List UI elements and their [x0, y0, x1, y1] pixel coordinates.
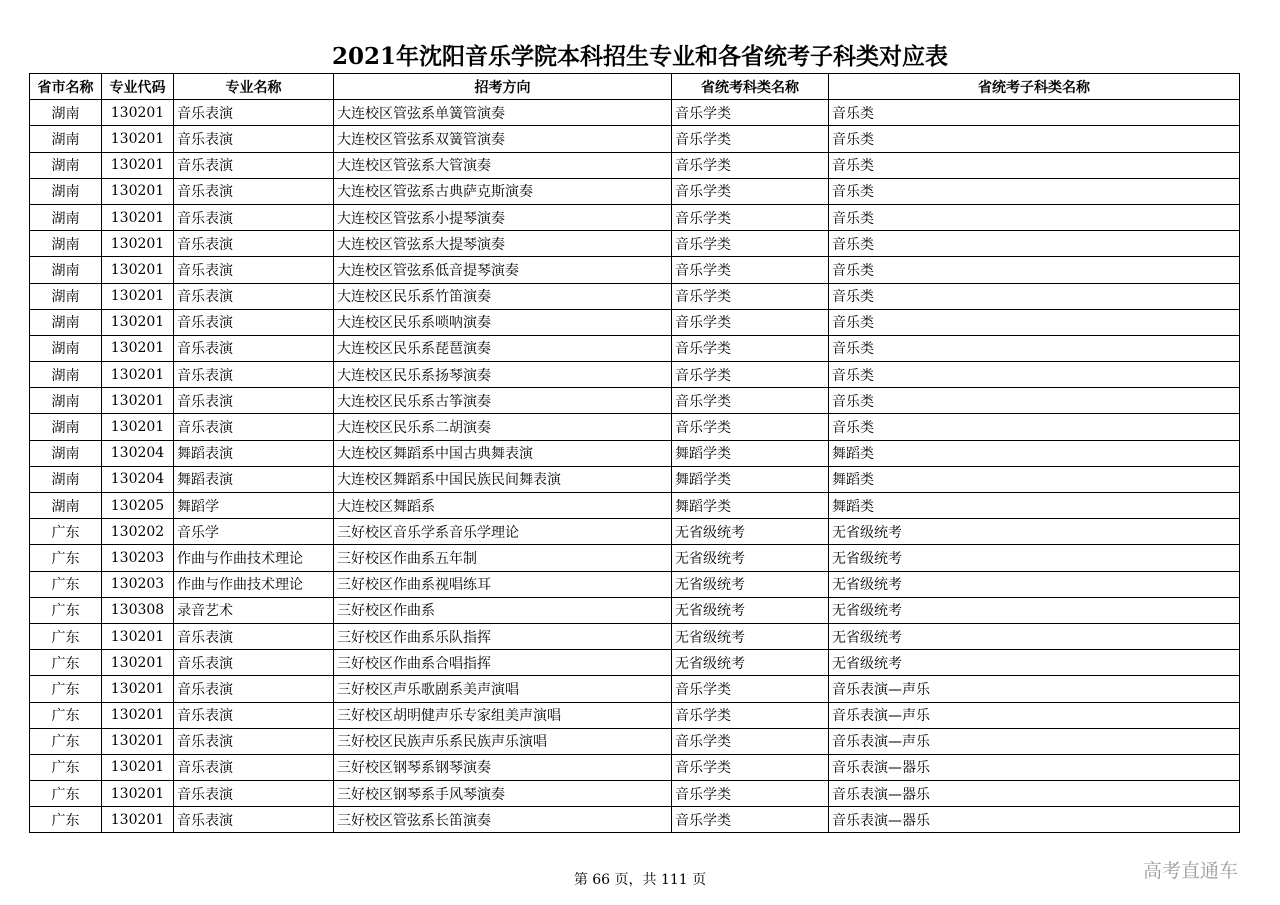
- cell-major-code: 130201: [102, 283, 174, 309]
- cell-exam-category: 音乐学类: [672, 178, 829, 204]
- cell-major-code: 130202: [102, 519, 174, 545]
- cell-direction: 大连校区民乐系二胡演奏: [334, 414, 672, 440]
- table-row: [30, 650, 1240, 676]
- cell-direction: 大连校区民乐系唢呐演奏: [334, 309, 672, 335]
- table-row: [30, 257, 1240, 283]
- cell-exam-subcategory: 音乐类: [829, 414, 1240, 440]
- cell-direction: 大连校区管弦系大提琴演奏: [334, 231, 672, 257]
- cell-province: 广东: [30, 623, 102, 649]
- cell-exam-subcategory: 音乐表演—器乐: [829, 781, 1240, 807]
- cell-major-code: 130201: [102, 152, 174, 178]
- cell-major-code: 130203: [102, 571, 174, 597]
- cell-exam-subcategory: 音乐类: [829, 152, 1240, 178]
- cell-province: 湖南: [30, 100, 102, 126]
- cell-exam-subcategory: 音乐类: [829, 204, 1240, 230]
- cell-major-name: 音乐表演: [174, 388, 334, 414]
- table-header-row: [30, 74, 1240, 100]
- cell-major-name: 音乐表演: [174, 152, 334, 178]
- cell-major-name: 音乐表演: [174, 362, 334, 388]
- table-row: [30, 519, 1240, 545]
- cell-major-name: 舞蹈学: [174, 493, 334, 519]
- cell-exam-category: 舞蹈学类: [672, 493, 829, 519]
- cell-province: 广东: [30, 676, 102, 702]
- cell-province: 广东: [30, 597, 102, 623]
- cell-province: 湖南: [30, 126, 102, 152]
- cell-province: 湖南: [30, 152, 102, 178]
- cell-exam-category: 音乐学类: [672, 283, 829, 309]
- cell-major-code: 130201: [102, 204, 174, 230]
- cell-exam-category: 音乐学类: [672, 702, 829, 728]
- page-footer: 第 66 页，共 111 页: [573, 872, 707, 888]
- cell-major-name: 音乐表演: [174, 257, 334, 283]
- cell-major-name: 音乐表演: [174, 807, 334, 833]
- cell-direction: 三好校区作曲系: [334, 597, 672, 623]
- cell-exam-category: 无省级统考: [672, 597, 829, 623]
- cell-major-name: 音乐表演: [174, 676, 334, 702]
- header-province: 省市名称: [30, 74, 102, 100]
- table-row: [30, 466, 1240, 492]
- cell-province: 广东: [30, 519, 102, 545]
- page-title: 2021年沈阳音乐学院本科招生专业和各省统考子科类对应表: [331, 43, 948, 70]
- cell-major-code: 130201: [102, 100, 174, 126]
- cell-exam-category: 音乐学类: [672, 728, 829, 754]
- cell-direction: 大连校区舞蹈系: [334, 493, 672, 519]
- cell-major-name: 音乐表演: [174, 754, 334, 780]
- cell-major-code: 130201: [102, 257, 174, 283]
- cell-province: 湖南: [30, 440, 102, 466]
- cell-exam-category: 音乐学类: [672, 231, 829, 257]
- cell-major-name: 音乐表演: [174, 702, 334, 728]
- cell-exam-category: 无省级统考: [672, 545, 829, 571]
- cell-exam-subcategory: 音乐表演—声乐: [829, 676, 1240, 702]
- table-row: [30, 807, 1240, 833]
- cell-province: 湖南: [30, 388, 102, 414]
- cell-exam-subcategory: 舞蹈类: [829, 466, 1240, 492]
- table-row: [30, 493, 1240, 519]
- cell-province: 湖南: [30, 335, 102, 361]
- cell-major-name: 音乐表演: [174, 126, 334, 152]
- cell-exam-category: 音乐学类: [672, 781, 829, 807]
- cell-major-name: 作曲与作曲技术理论: [174, 571, 334, 597]
- cell-exam-subcategory: 舞蹈类: [829, 493, 1240, 519]
- cell-exam-category: 音乐学类: [672, 152, 829, 178]
- cell-direction: 三好校区音乐学系音乐学理论: [334, 519, 672, 545]
- cell-major-name: 音乐表演: [174, 309, 334, 335]
- cell-direction: 大连校区民乐系琵琶演奏: [334, 335, 672, 361]
- table-row: [30, 623, 1240, 649]
- cell-major-name: 舞蹈表演: [174, 440, 334, 466]
- cell-exam-category: 音乐学类: [672, 309, 829, 335]
- cell-exam-subcategory: 音乐类: [829, 283, 1240, 309]
- cell-exam-category: 无省级统考: [672, 519, 829, 545]
- cell-exam-category: 音乐学类: [672, 414, 829, 440]
- cell-direction: 三好校区作曲系视唱练耳: [334, 571, 672, 597]
- cell-exam-subcategory: 无省级统考: [829, 650, 1240, 676]
- cell-direction: 大连校区舞蹈系中国古典舞表演: [334, 440, 672, 466]
- cell-exam-subcategory: 音乐类: [829, 309, 1240, 335]
- cell-direction: 大连校区管弦系低音提琴演奏: [334, 257, 672, 283]
- cell-exam-category: 舞蹈学类: [672, 440, 829, 466]
- cell-province: 广东: [30, 571, 102, 597]
- cell-exam-category: 音乐学类: [672, 754, 829, 780]
- cell-direction: 三好校区管弦系长笛演奏: [334, 807, 672, 833]
- cell-province: 广东: [30, 807, 102, 833]
- header-exam-category: 省统考科类名称: [672, 74, 829, 100]
- table-body: [30, 100, 1240, 833]
- cell-exam-subcategory: 无省级统考: [829, 623, 1240, 649]
- table-row: [30, 571, 1240, 597]
- cell-major-code: 130201: [102, 178, 174, 204]
- cell-major-name: 音乐表演: [174, 100, 334, 126]
- table-row: [30, 100, 1240, 126]
- cell-direction: 三好校区钢琴系钢琴演奏: [334, 754, 672, 780]
- cell-province: 广东: [30, 728, 102, 754]
- cell-direction: 大连校区管弦系大管演奏: [334, 152, 672, 178]
- cell-direction: 三好校区声乐歌剧系美声演唱: [334, 676, 672, 702]
- cell-exam-category: 音乐学类: [672, 126, 829, 152]
- cell-major-code: 130201: [102, 728, 174, 754]
- header-direction: 招考方向: [334, 74, 672, 100]
- cell-major-code: 130201: [102, 335, 174, 361]
- cell-exam-subcategory: 音乐类: [829, 231, 1240, 257]
- cell-province: 湖南: [30, 204, 102, 230]
- table-row: [30, 204, 1240, 230]
- cell-exam-subcategory: 音乐类: [829, 257, 1240, 283]
- cell-exam-subcategory: 音乐类: [829, 178, 1240, 204]
- cell-province: 湖南: [30, 414, 102, 440]
- table-row: [30, 702, 1240, 728]
- cell-province: 湖南: [30, 178, 102, 204]
- cell-province: 湖南: [30, 466, 102, 492]
- cell-province: 湖南: [30, 493, 102, 519]
- cell-exam-category: 音乐学类: [672, 362, 829, 388]
- cell-exam-category: 音乐学类: [672, 204, 829, 230]
- cell-exam-subcategory: 音乐表演—声乐: [829, 702, 1240, 728]
- cell-exam-category: 音乐学类: [672, 388, 829, 414]
- cell-exam-subcategory: 音乐类: [829, 388, 1240, 414]
- cell-direction: 三好校区胡明健声乐专家组美声演唱: [334, 702, 672, 728]
- cell-exam-category: 音乐学类: [672, 335, 829, 361]
- cell-major-code: 130201: [102, 362, 174, 388]
- cell-direction: 三好校区作曲系乐队指挥: [334, 623, 672, 649]
- header-major-code: 专业代码: [102, 74, 174, 100]
- cell-direction: 三好校区民族声乐系民族声乐演唱: [334, 728, 672, 754]
- cell-exam-category: 音乐学类: [672, 257, 829, 283]
- cell-exam-category: 音乐学类: [672, 807, 829, 833]
- cell-direction: 大连校区民乐系古筝演奏: [334, 388, 672, 414]
- cell-major-code: 130201: [102, 623, 174, 649]
- cell-province: 湖南: [30, 309, 102, 335]
- table-row: [30, 440, 1240, 466]
- table-row: [30, 676, 1240, 702]
- cell-province: 湖南: [30, 231, 102, 257]
- table-row: [30, 597, 1240, 623]
- cell-major-code: 130201: [102, 676, 174, 702]
- table-row: [30, 231, 1240, 257]
- cell-major-code: 130201: [102, 231, 174, 257]
- cell-exam-subcategory: 音乐类: [829, 362, 1240, 388]
- cell-province: 湖南: [30, 257, 102, 283]
- cell-major-code: 130308: [102, 597, 174, 623]
- cell-major-name: 音乐表演: [174, 231, 334, 257]
- cell-exam-subcategory: 音乐表演—声乐: [829, 728, 1240, 754]
- cell-major-name: 音乐表演: [174, 414, 334, 440]
- cell-major-name: 音乐表演: [174, 650, 334, 676]
- table-row: [30, 152, 1240, 178]
- table-row: [30, 283, 1240, 309]
- cell-direction: 大连校区舞蹈系中国民族民间舞表演: [334, 466, 672, 492]
- cell-major-code: 130201: [102, 388, 174, 414]
- table-row: [30, 728, 1240, 754]
- table-row: [30, 545, 1240, 571]
- cell-major-code: 130201: [102, 309, 174, 335]
- cell-exam-category: 音乐学类: [672, 100, 829, 126]
- cell-direction: 大连校区管弦系小提琴演奏: [334, 204, 672, 230]
- cell-exam-category: 音乐学类: [672, 676, 829, 702]
- cell-exam-subcategory: 音乐表演—器乐: [829, 754, 1240, 780]
- cell-major-name: 音乐表演: [174, 204, 334, 230]
- table-row: [30, 126, 1240, 152]
- cell-exam-subcategory: 舞蹈类: [829, 440, 1240, 466]
- table-row: [30, 335, 1240, 361]
- cell-exam-subcategory: 音乐类: [829, 126, 1240, 152]
- header-exam-subcategory: 省统考子科类名称: [829, 74, 1240, 100]
- cell-exam-subcategory: 音乐表演—器乐: [829, 807, 1240, 833]
- cell-major-name: 音乐表演: [174, 335, 334, 361]
- cell-major-name: 音乐表演: [174, 623, 334, 649]
- cell-major-name: 作曲与作曲技术理论: [174, 545, 334, 571]
- header-major-name: 专业名称: [174, 74, 334, 100]
- cell-major-code: 130204: [102, 440, 174, 466]
- cell-major-code: 130204: [102, 466, 174, 492]
- cell-major-name: 音乐表演: [174, 178, 334, 204]
- cell-province: 广东: [30, 754, 102, 780]
- cell-province: 广东: [30, 702, 102, 728]
- cell-exam-category: 无省级统考: [672, 571, 829, 597]
- cell-direction: 大连校区管弦系双簧管演奏: [334, 126, 672, 152]
- table-row: [30, 362, 1240, 388]
- cell-major-code: 130201: [102, 650, 174, 676]
- table-row: [30, 178, 1240, 204]
- cell-direction: 大连校区民乐系竹笛演奏: [334, 283, 672, 309]
- cell-major-name: 舞蹈表演: [174, 466, 334, 492]
- cell-province: 广东: [30, 781, 102, 807]
- cell-exam-subcategory: 无省级统考: [829, 519, 1240, 545]
- cell-exam-subcategory: 无省级统考: [829, 571, 1240, 597]
- cell-province: 湖南: [30, 362, 102, 388]
- cell-exam-subcategory: 音乐类: [829, 100, 1240, 126]
- enrollment-table: [29, 73, 1240, 833]
- cell-major-code: 130203: [102, 545, 174, 571]
- cell-major-name: 音乐表演: [174, 283, 334, 309]
- cell-major-code: 130201: [102, 702, 174, 728]
- cell-direction: 三好校区作曲系合唱指挥: [334, 650, 672, 676]
- table-row: [30, 781, 1240, 807]
- cell-province: 广东: [30, 545, 102, 571]
- cell-major-name: 音乐表演: [174, 728, 334, 754]
- cell-major-name: 音乐表演: [174, 781, 334, 807]
- cell-major-code: 130201: [102, 414, 174, 440]
- cell-direction: 大连校区民乐系扬琴演奏: [334, 362, 672, 388]
- table-row: [30, 309, 1240, 335]
- watermark-text: 高考直通车: [1143, 860, 1239, 882]
- cell-exam-subcategory: 无省级统考: [829, 597, 1240, 623]
- cell-direction: 三好校区钢琴系手风琴演奏: [334, 781, 672, 807]
- cell-major-name: 录音艺术: [174, 597, 334, 623]
- cell-direction: 大连校区管弦系单簧管演奏: [334, 100, 672, 126]
- table-row: [30, 388, 1240, 414]
- cell-exam-subcategory: 音乐类: [829, 335, 1240, 361]
- cell-direction: 三好校区作曲系五年制: [334, 545, 672, 571]
- table-row: [30, 414, 1240, 440]
- cell-major-code: 130201: [102, 754, 174, 780]
- table-row: [30, 754, 1240, 780]
- cell-exam-category: 舞蹈学类: [672, 466, 829, 492]
- cell-province: 广东: [30, 650, 102, 676]
- cell-exam-category: 无省级统考: [672, 650, 829, 676]
- cell-major-code: 130201: [102, 807, 174, 833]
- cell-exam-category: 无省级统考: [672, 623, 829, 649]
- cell-province: 湖南: [30, 283, 102, 309]
- cell-major-code: 130205: [102, 493, 174, 519]
- cell-exam-subcategory: 无省级统考: [829, 545, 1240, 571]
- cell-direction: 大连校区管弦系古典萨克斯演奏: [334, 178, 672, 204]
- cell-major-name: 音乐学: [174, 519, 334, 545]
- cell-major-code: 130201: [102, 126, 174, 152]
- cell-major-code: 130201: [102, 781, 174, 807]
